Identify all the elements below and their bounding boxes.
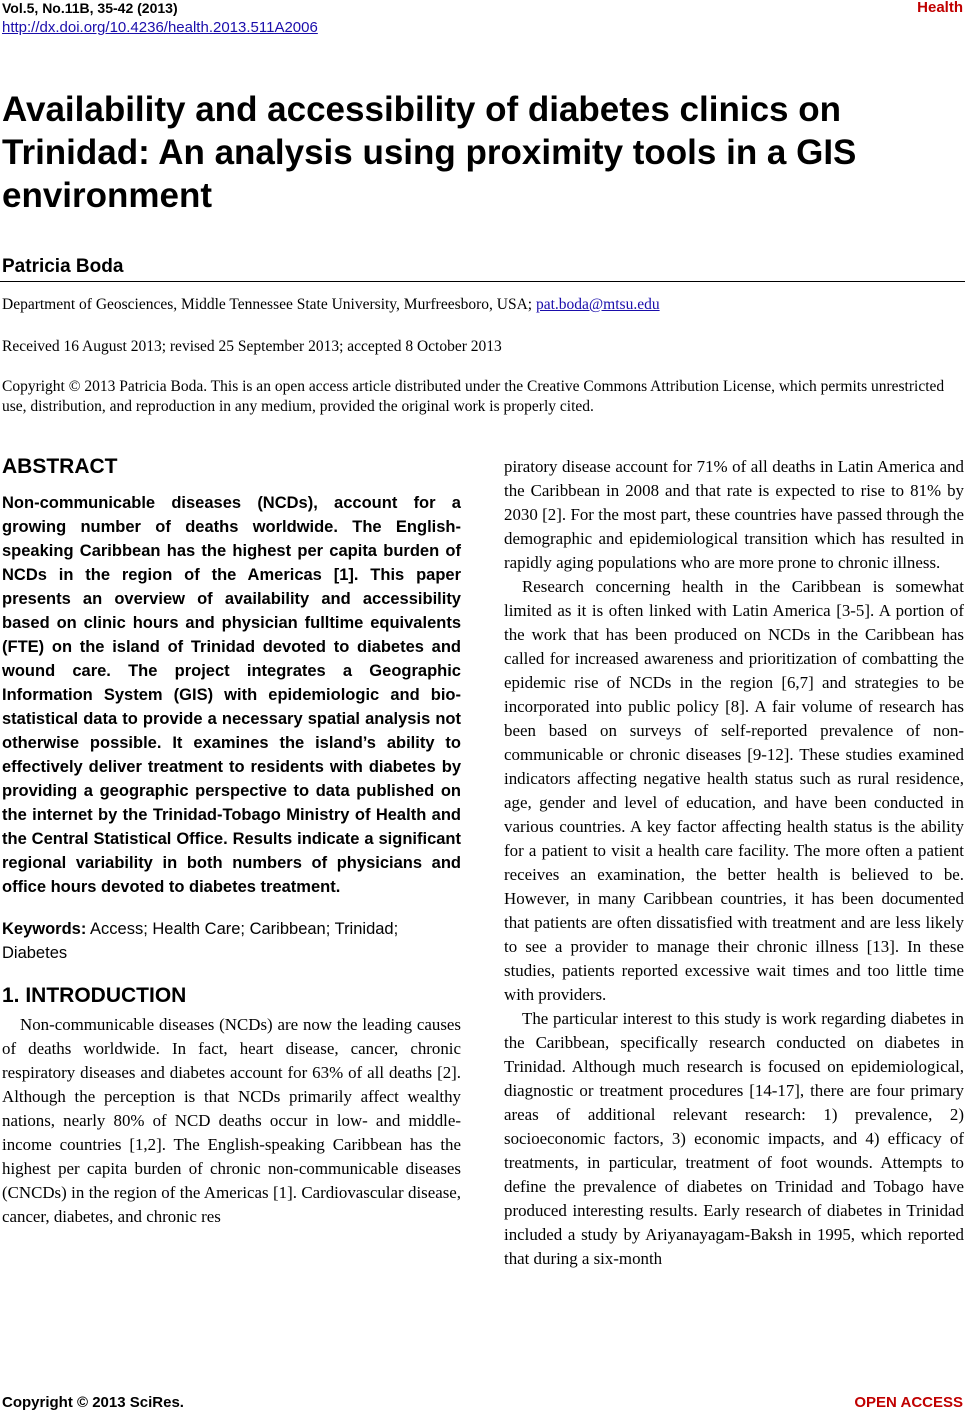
intro-paragraph-2: Research concerning health in the Caribbean is somewhat limited as it is often linked with Latin America [3-5]. A portion of the work that has been produced on NCDs in the Caribbean has called for increased awareness and prioritization of combatting the epidemic rise of NCDs in the region [6,7] and strategies to be incorporated into public policy [8]. A fair volume of research has been based on surveys of self-reported prevalence of non-communicable or chronic diseases [9-12]. These studies examined indicators affecting negative health status such as rural residence, age, gender and level of education, and have been conducted in various countries. A key factor affecting health status is the ability for a patient to visit a health care facility. The more often a patient receives an examination, the better health is believed to be. However, in many Caribbean countries, it has been documented that patients are often dissatisfied with treatment and are less likely to see a provider to manage their chronic illness [13]. In these studies, patients reported excessive wait times and too little time with providers. xyxy=(504,577,964,1004)
section-heading-introduction: 1. INTRODUCTION xyxy=(2,984,187,1007)
received-dates: Received 16 August 2013; revised 25 September 2013; accepted 8 October 2013 xyxy=(2,338,502,355)
intro-paragraph-3: The particular interest to this study is work regarding diabetes in the Caribbean, specifically research conducted on diabetes in Trinidad. Although much research is focused on epidemiological, diagnostic or treatment procedures [14-17], there are four primary areas of additional relevant research: 1) prevalence, 2) socioeconomic factors, 3) economic impacts, and 4) efficacy of treatments, in particular, treatment of foot wounds. Attempts to define the prevalence of diabetes on Trinidad and Tobago have produced interesting results. Early research of diabetes in Trinidad included a study by Ariyanayagam-Baksh in 1995, which reported that during a six-month xyxy=(504,1009,964,1268)
intro-paragraph-1-continued: piratory disease account for 71% of all deaths in Latin America and the Caribbean in 2008 and that rate is expected to rise to 81% by 2030 [2]. For the most part, these countries have passed through the demographic and epidemiological transition which has resulted in rapidly aging populations who are more prone to chronic illness. xyxy=(504,457,964,572)
affiliation xyxy=(2,295,964,315)
keywords xyxy=(2,917,461,965)
email-link[interactable]: pat.boda@mtsu.edu xyxy=(535,296,660,313)
doi-link[interactable]: http://dx.doi.org/10.4236/health.2013.511A2006 xyxy=(2,19,318,36)
right-column xyxy=(504,455,964,1271)
abstract-text: Non-communicable diseases (NCDs), account for a growing number of deaths worldwide. The English-speaking Caribbean has the highest per capita burden of NCDs in the region of the Americas [1]. This paper presents an overview of availability and accessibility based on clinic hours and physician fulltime equivalents (FTE) on the island of Trinidad devoted to diabetes and wound care. The project integrates a Geographic Information System (GIS) with epidemiologic and bio-statistical data to provide a necessary spatial analysis not otherwise possible. It examines the island’s ability to effectively deliver treatment to residents with diabetes by providing a geographic perspective to data published on the internet by the Trinidad-Tobago Ministry of Health and the Central Statistical Office. Results indicate a significant regional variability in both numbers of physicians and office hours devoted to diabetes treatment. xyxy=(2,494,461,896)
affiliation-text: Department of Geosciences, Middle Tennessee State University, Murfreesboro, USA; xyxy=(2,296,536,313)
keywords-text: Access; Health Care; Caribbean; Trinidad; Diabetes xyxy=(2,920,399,962)
header-divider xyxy=(0,281,965,282)
intro-paragraph-1: Non-communicable diseases (NCDs) are now the leading causes of deaths worldwide. In fact, heart disease, cancer, chronic respiratory diseases and diabetes account for 63% of all deaths [2]. Although the perception is that NCDs primarily affect wealthy nations, nearly 80% of NCD deaths occur in low- and middle-income countries [1,2]. The English-speaking Caribbean has the highest per capita burden of chronic non-communicable diseases (CNCDs) in the region of the Americas [1]. Cardiovascular disease, cancer, diabetes, and chronic res xyxy=(2,1015,461,1226)
left-column xyxy=(2,454,461,1229)
abstract-heading: ABSTRACT xyxy=(2,455,118,478)
copyright-notice: Copyright © 2013 Patricia Boda. This is an open access article distributed under the Creative Commons Attribution License, which permits unrestricted use, distribution, and reproduction in any medium, provided the original work is properly cited. xyxy=(2,378,945,415)
open-access-label: OPEN ACCESS xyxy=(854,1394,963,1411)
journal-name: Health xyxy=(917,0,963,16)
footer-copyright: Copyright © 2013 SciRes. xyxy=(2,1394,184,1411)
author-name: Patricia Boda xyxy=(2,256,124,277)
keywords-label: Keywords: xyxy=(2,920,87,938)
paper-title: Availability and accessibility of diabetes clinics on Trinidad: An analysis using proximity tools in a GIS environment xyxy=(2,90,857,215)
journal-volume: Vol.5, No.11B, 35-42 (2013) xyxy=(2,0,178,16)
